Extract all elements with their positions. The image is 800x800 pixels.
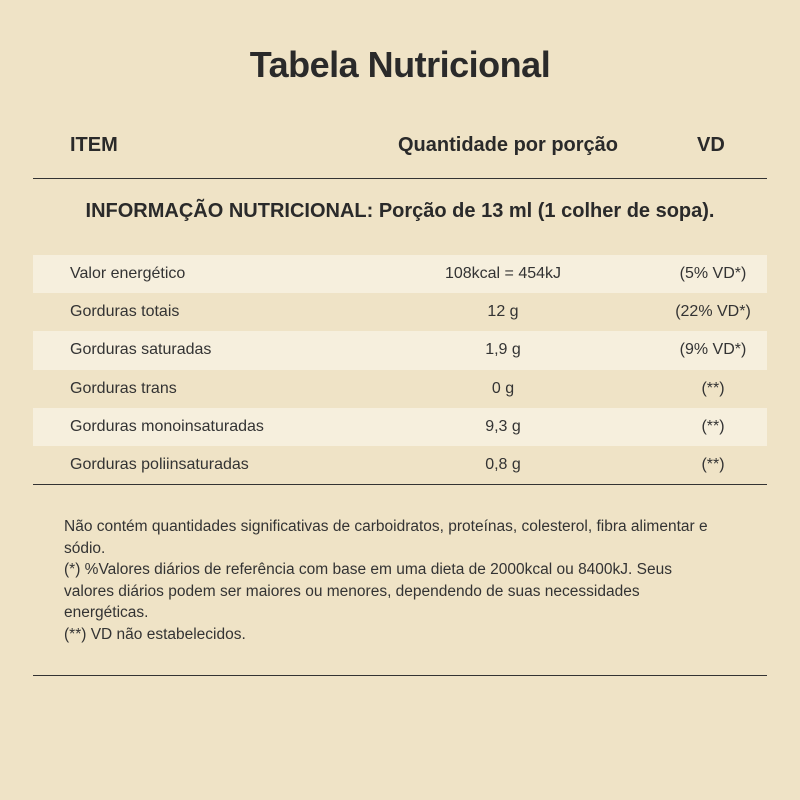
nutrient-name: Gorduras totais xyxy=(70,303,180,321)
table-row xyxy=(33,255,767,293)
nutrition-table xyxy=(33,255,767,484)
footnote-daily-values: (*) %Valores diários de referência com base em uma dieta de 2000kcal ou 8400kJ. Seus valores diários podem ser maiores ou menores, dependendo de suas necessidades energéticas. xyxy=(64,561,672,621)
nutrient-vd: (**) xyxy=(701,379,725,397)
footnote-nutrients: Não contém quantidades significativas de carboidratos, proteínas, colesterol, fibra alimentar e sódio. xyxy=(64,518,708,557)
nutrient-vd: (**) xyxy=(701,417,725,435)
column-header-vd: VD xyxy=(697,134,725,156)
column-header-quantity: Quantidade por porção xyxy=(398,134,619,156)
nutrient-quantity: 12 g xyxy=(487,303,519,321)
table-row xyxy=(33,293,767,331)
divider-bottom xyxy=(33,675,767,676)
nutrient-vd: (9% VD*) xyxy=(679,341,747,359)
nutrient-quantity: 0,8 g xyxy=(485,455,521,473)
nutrient-name: Gorduras saturadas xyxy=(70,341,212,359)
table-row xyxy=(33,370,767,408)
footnotes xyxy=(64,516,724,645)
nutrient-name: Gorduras trans xyxy=(70,379,177,397)
table-row xyxy=(33,331,767,369)
table-row xyxy=(33,446,767,484)
nutrient-name: Gorduras monoinsaturadas xyxy=(70,417,264,435)
page-title: Tabela Nutricional xyxy=(249,44,551,85)
nutrient-quantity: 0 g xyxy=(491,379,515,397)
nutrient-vd: (**) xyxy=(701,455,725,473)
nutrient-name: Valor energético xyxy=(70,265,186,282)
serving-info: INFORMAÇÃO NUTRICIONAL: Porção de 13 ml (1 colher de sopa). xyxy=(85,200,715,222)
nutrient-name: Gorduras poliinsaturadas xyxy=(70,455,249,473)
divider-top xyxy=(33,178,767,179)
column-header-item: ITEM xyxy=(70,134,118,156)
footnote-vd-not-established: (**) VD não estabelecidos. xyxy=(64,625,246,643)
table-row xyxy=(33,408,767,446)
divider-middle xyxy=(33,484,767,485)
nutrient-vd: (5% VD*) xyxy=(679,265,747,282)
nutrient-quantity: 108kcal = 454kJ xyxy=(444,265,562,282)
nutrient-vd: (22% VD*) xyxy=(675,303,751,321)
nutrient-quantity: 1,9 g xyxy=(485,341,521,359)
nutrient-quantity: 9,3 g xyxy=(485,417,521,435)
